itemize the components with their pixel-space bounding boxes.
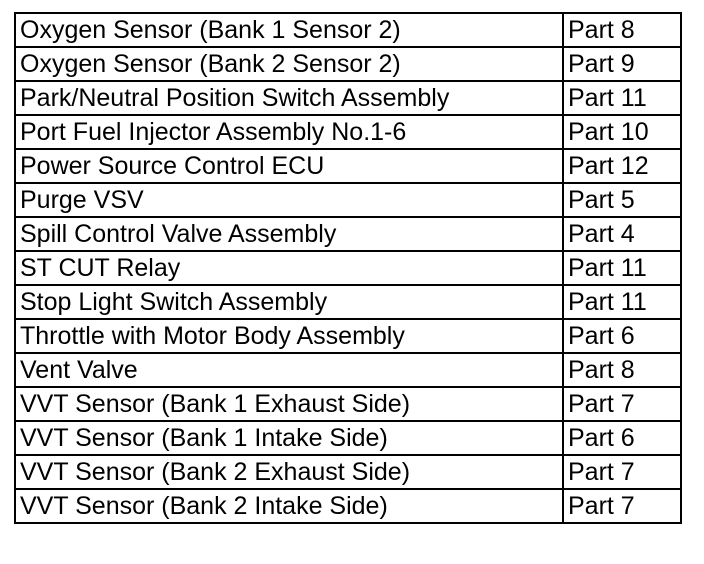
part-reference-cell: Part 6 <box>563 421 681 455</box>
table-row <box>15 47 681 81</box>
table-row <box>15 489 681 523</box>
part-reference-cell: Part 7 <box>563 387 681 421</box>
component-name-cell: Port Fuel Injector Assembly No.1-6 <box>15 115 563 149</box>
table-row <box>15 251 681 285</box>
part-reference-cell: Part 7 <box>563 455 681 489</box>
component-name-cell: Purge VSV <box>15 183 563 217</box>
part-reference-cell: Part 12 <box>563 149 681 183</box>
component-name-cell: Oxygen Sensor (Bank 2 Sensor 2) <box>15 47 563 81</box>
component-name-cell: VVT Sensor (Bank 2 Exhaust Side) <box>15 455 563 489</box>
part-reference-cell: Part 11 <box>563 251 681 285</box>
component-name-cell: ST CUT Relay <box>15 251 563 285</box>
part-reference-cell: Part 11 <box>563 285 681 319</box>
part-reference-cell: Part 8 <box>563 13 681 47</box>
component-name-cell: Power Source Control ECU <box>15 149 563 183</box>
table-row <box>15 149 681 183</box>
table-row <box>15 285 681 319</box>
table-row <box>15 455 681 489</box>
table-row <box>15 183 681 217</box>
part-reference-cell: Part 10 <box>563 115 681 149</box>
component-name-cell: VVT Sensor (Bank 1 Exhaust Side) <box>15 387 563 421</box>
table-row <box>15 319 681 353</box>
part-reference-cell: Part 4 <box>563 217 681 251</box>
part-reference-cell: Part 6 <box>563 319 681 353</box>
component-name-cell: Park/Neutral Position Switch Assembly <box>15 81 563 115</box>
component-name-cell: Throttle with Motor Body Assembly <box>15 319 563 353</box>
table-row <box>15 115 681 149</box>
table-row <box>15 387 681 421</box>
component-name-cell: Oxygen Sensor (Bank 1 Sensor 2) <box>15 13 563 47</box>
component-name-cell: VVT Sensor (Bank 1 Intake Side) <box>15 421 563 455</box>
component-name-cell: VVT Sensor (Bank 2 Intake Side) <box>15 489 563 523</box>
part-reference-cell: Part 5 <box>563 183 681 217</box>
part-reference-cell: Part 7 <box>563 489 681 523</box>
table-row <box>15 13 681 47</box>
table-row <box>15 421 681 455</box>
part-reference-cell: Part 8 <box>563 353 681 387</box>
component-name-cell: Spill Control Valve Assembly <box>15 217 563 251</box>
part-reference-cell: Part 11 <box>563 81 681 115</box>
table-row <box>15 353 681 387</box>
table-row <box>15 81 681 115</box>
table-row <box>15 217 681 251</box>
part-reference-cell: Part 9 <box>563 47 681 81</box>
component-name-cell: Vent Valve <box>15 353 563 387</box>
component-name-cell: Stop Light Switch Assembly <box>15 285 563 319</box>
parts-location-table <box>14 12 682 524</box>
